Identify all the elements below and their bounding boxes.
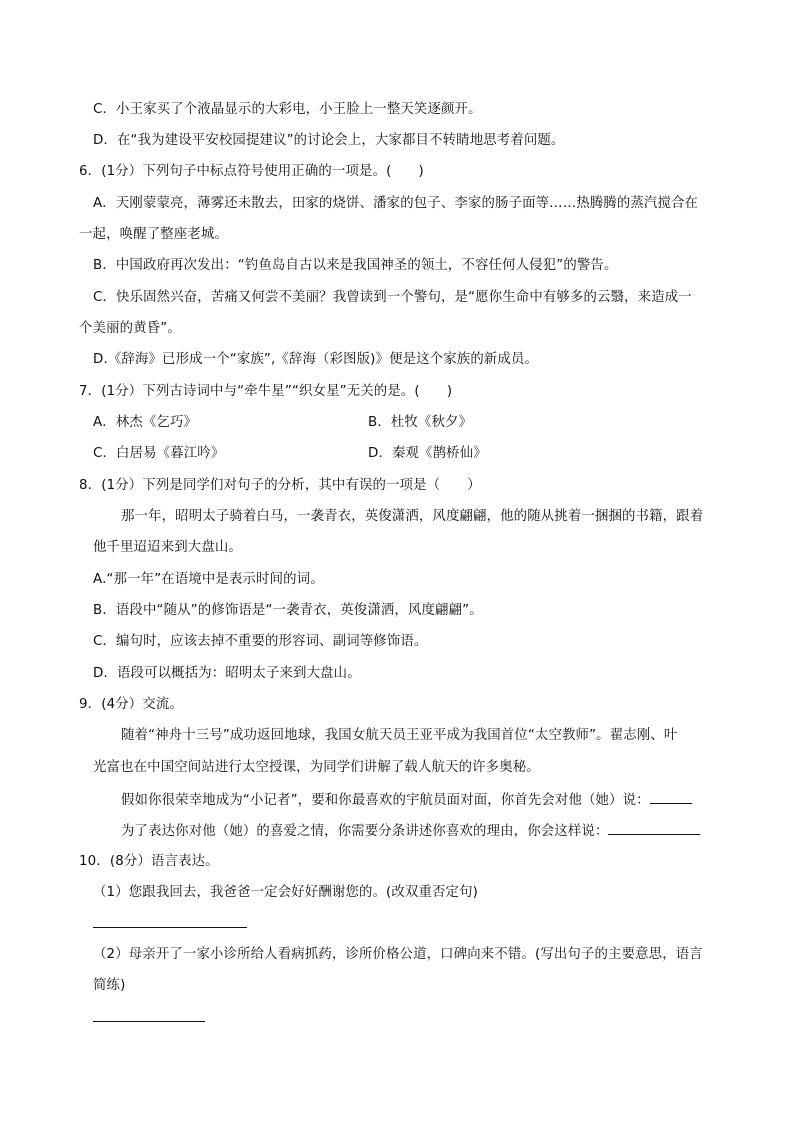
q9-prompt1: [121, 789, 692, 811]
q6-option-c-line2: 个美丽的黄昏”。: [79, 321, 181, 336]
q10-sub2-answer-line[interactable]: [93, 1021, 205, 1022]
q7-option-c: C．白居易《暮江吟》: [93, 446, 225, 461]
q6-stem: 6．(1分）下列句子中标点符号使用正确的一项是。( ): [79, 164, 424, 179]
q10-sub2-line2: 简练): [93, 978, 126, 993]
q10-sub1-answer-line[interactable]: [93, 927, 247, 928]
q6-option-b: B．中国政府再次发出：“钓鱼岛自古以来是我国神圣的领土，不容任何人侵犯”的警告。: [93, 258, 618, 273]
q8-passage-line2: 他千里迢迢来到大盘山。: [93, 540, 242, 555]
q6-option-a-line2: 一起，唤醒了整座老城。: [79, 227, 228, 242]
q7-stem: 7．(1分）下列古诗词中与“牵牛星”“织女星”无关的是。( ): [79, 384, 453, 399]
q9-passage-line1: 随着“神舟十三号”成功返回地球，我国女航天员王亚平成为我国首位“太空教师”。翟志刚、叶: [121, 728, 678, 743]
q10-sub1: （1）您跟我回去，我爸爸一定会好好酬谢您的。(改双重否定句): [93, 885, 479, 900]
q8-passage-line1: 那一年，昭明太子骑着白马，一袭青衣，英俊潇洒，风度翩翩，他的随从挑着一捆捆的书籍，跟着: [121, 509, 704, 524]
q6-option-c-line1: C．快乐固然兴奋，苦痛又何尝不美丽？我曾读到一个警句，是“愿你生命中有够多的云翳，来造成一: [93, 290, 692, 305]
q9-answer-blank-1[interactable]: [650, 789, 692, 804]
q9-prompt2: [121, 820, 700, 842]
q8-stem: 8．(1分）下列是同学们对句子的分析，其中有误的一项是（ ）: [79, 478, 481, 493]
q8-option-b: B．语段中“随从”的修饰语是“一袭青衣，英俊潇洒，风度翩翩”。: [93, 603, 483, 618]
q8-option-c: C．编句时，应该去掉不重要的形容词、副词等修饰语。: [93, 634, 428, 649]
q7-option-a: A．林杰《乞巧》: [93, 415, 198, 430]
q9-passage-line2: 光富也在中国空间站进行太空授课，为同学们讲解了载人航天的许多奥秘。: [93, 760, 540, 775]
q10-sub2-line1: （2）母亲开了一家小诊所给人看病抓药，诊所价格公道，口碑向来不错。(写出句子的主要意思，语言: [93, 947, 703, 962]
q9-stem: 9．(4分）交流。: [79, 697, 183, 712]
q5-option-d: D．在“我为建设平安校园提建议”的讨论会上，大家都目不转睛地思考着问题。: [93, 133, 565, 148]
q6-option-a-line1: A．天刚蒙蒙亮，薄雾还未散去，田家的烧饼、潘家的包子、李家的肠子面等……热腾腾的蒸汽搅合在: [93, 196, 699, 211]
q8-option-d: D．语段可以概括为：昭明太子来到大盘山。: [93, 666, 361, 681]
q7-option-d: D．秦观《鹊桥仙》: [368, 446, 487, 461]
q8-option-a: A.“那一年”在语境中是表示时间的词。: [93, 572, 324, 587]
q9-prompt1-text: 假如你很荣幸地成为“小记者”，要和你最喜欢的宇航员面对面，你首先会对他（她）说：: [121, 793, 650, 808]
q5-option-c: C．小王家买了个液晶显示的大彩电，小王脸上一整天笑逐颜开。: [93, 102, 482, 117]
q9-prompt2-text: 为了表达你对他（她）的喜爱之情，你需要分条讲述你喜欢的理由，你会这样说：: [121, 824, 609, 839]
q9-answer-blank-2[interactable]: [608, 820, 700, 835]
q7-option-b: B．杜牧《秋夕》: [368, 415, 473, 430]
q6-option-d: D.《辞海》已形成一个“家族”,《辞海（彩图版)》便是这个家族的新成员。: [93, 352, 539, 367]
q10-stem: 10．(8分）语言表达。: [79, 854, 219, 869]
